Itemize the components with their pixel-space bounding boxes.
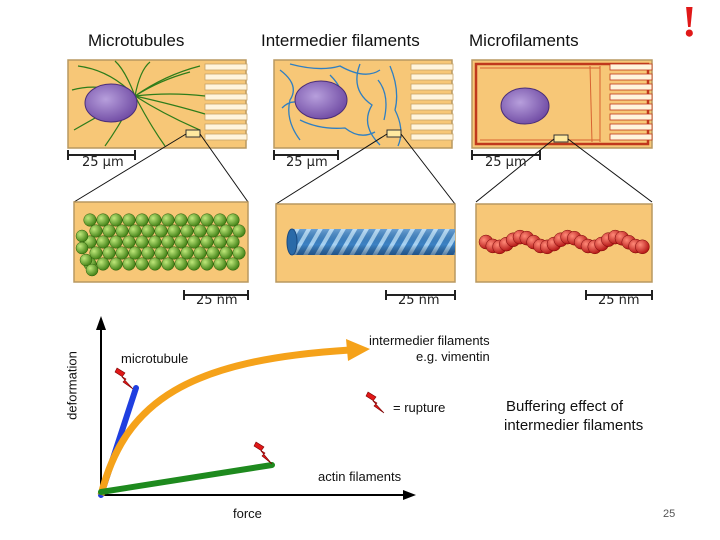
fiber-intermediate [276, 204, 455, 300]
title-microtubules: Microtubules [88, 31, 185, 50]
buffering-note-line1: Buffering effect of [506, 398, 624, 415]
scale-label-cell-2: 25 µm [286, 155, 328, 170]
scale-label-fiber-3: 25 nm [598, 293, 640, 308]
cell-intermediate [274, 60, 453, 160]
y-axis-arrow-icon [96, 316, 106, 330]
cell-microtubules [68, 60, 247, 160]
rupture-icon-microtubule [115, 368, 133, 389]
scale-label-fiber-1: 25 nm [196, 293, 238, 308]
x-axis-label: force [233, 506, 262, 521]
intermediate-label-line2: e.g. vimentin [416, 349, 490, 364]
cell-microfilaments [472, 60, 652, 160]
fiber-microtubule [74, 202, 248, 300]
page-number: 25 [663, 508, 676, 520]
y-axis-label: deformation [64, 351, 80, 420]
scale-label-cell-3: 25 µm [485, 155, 527, 170]
actin-curve [101, 465, 272, 492]
actin-label: actin filaments [318, 469, 402, 484]
rupture-icon-actin [254, 442, 272, 464]
scale-label-cell-1: 25 µm [82, 155, 124, 170]
warning-icon: ! [682, 0, 697, 46]
intermediate-label-line1: intermedier filaments [369, 333, 490, 348]
x-axis-arrow-icon [403, 490, 416, 500]
fiber-actin [476, 204, 652, 300]
buffering-note-line2: intermedier filaments [504, 417, 644, 434]
microtubule-label: microtubule [121, 351, 189, 366]
scale-label-fiber-2: 25 nm [398, 293, 440, 308]
title-microfilaments: Microfilaments [469, 31, 579, 50]
intermediate-arrow-icon [346, 339, 370, 361]
rupture-legend-label: = rupture [393, 400, 446, 415]
title-intermediate-filaments: Intermedier filaments [261, 31, 420, 50]
rupture-legend-icon [366, 392, 384, 413]
